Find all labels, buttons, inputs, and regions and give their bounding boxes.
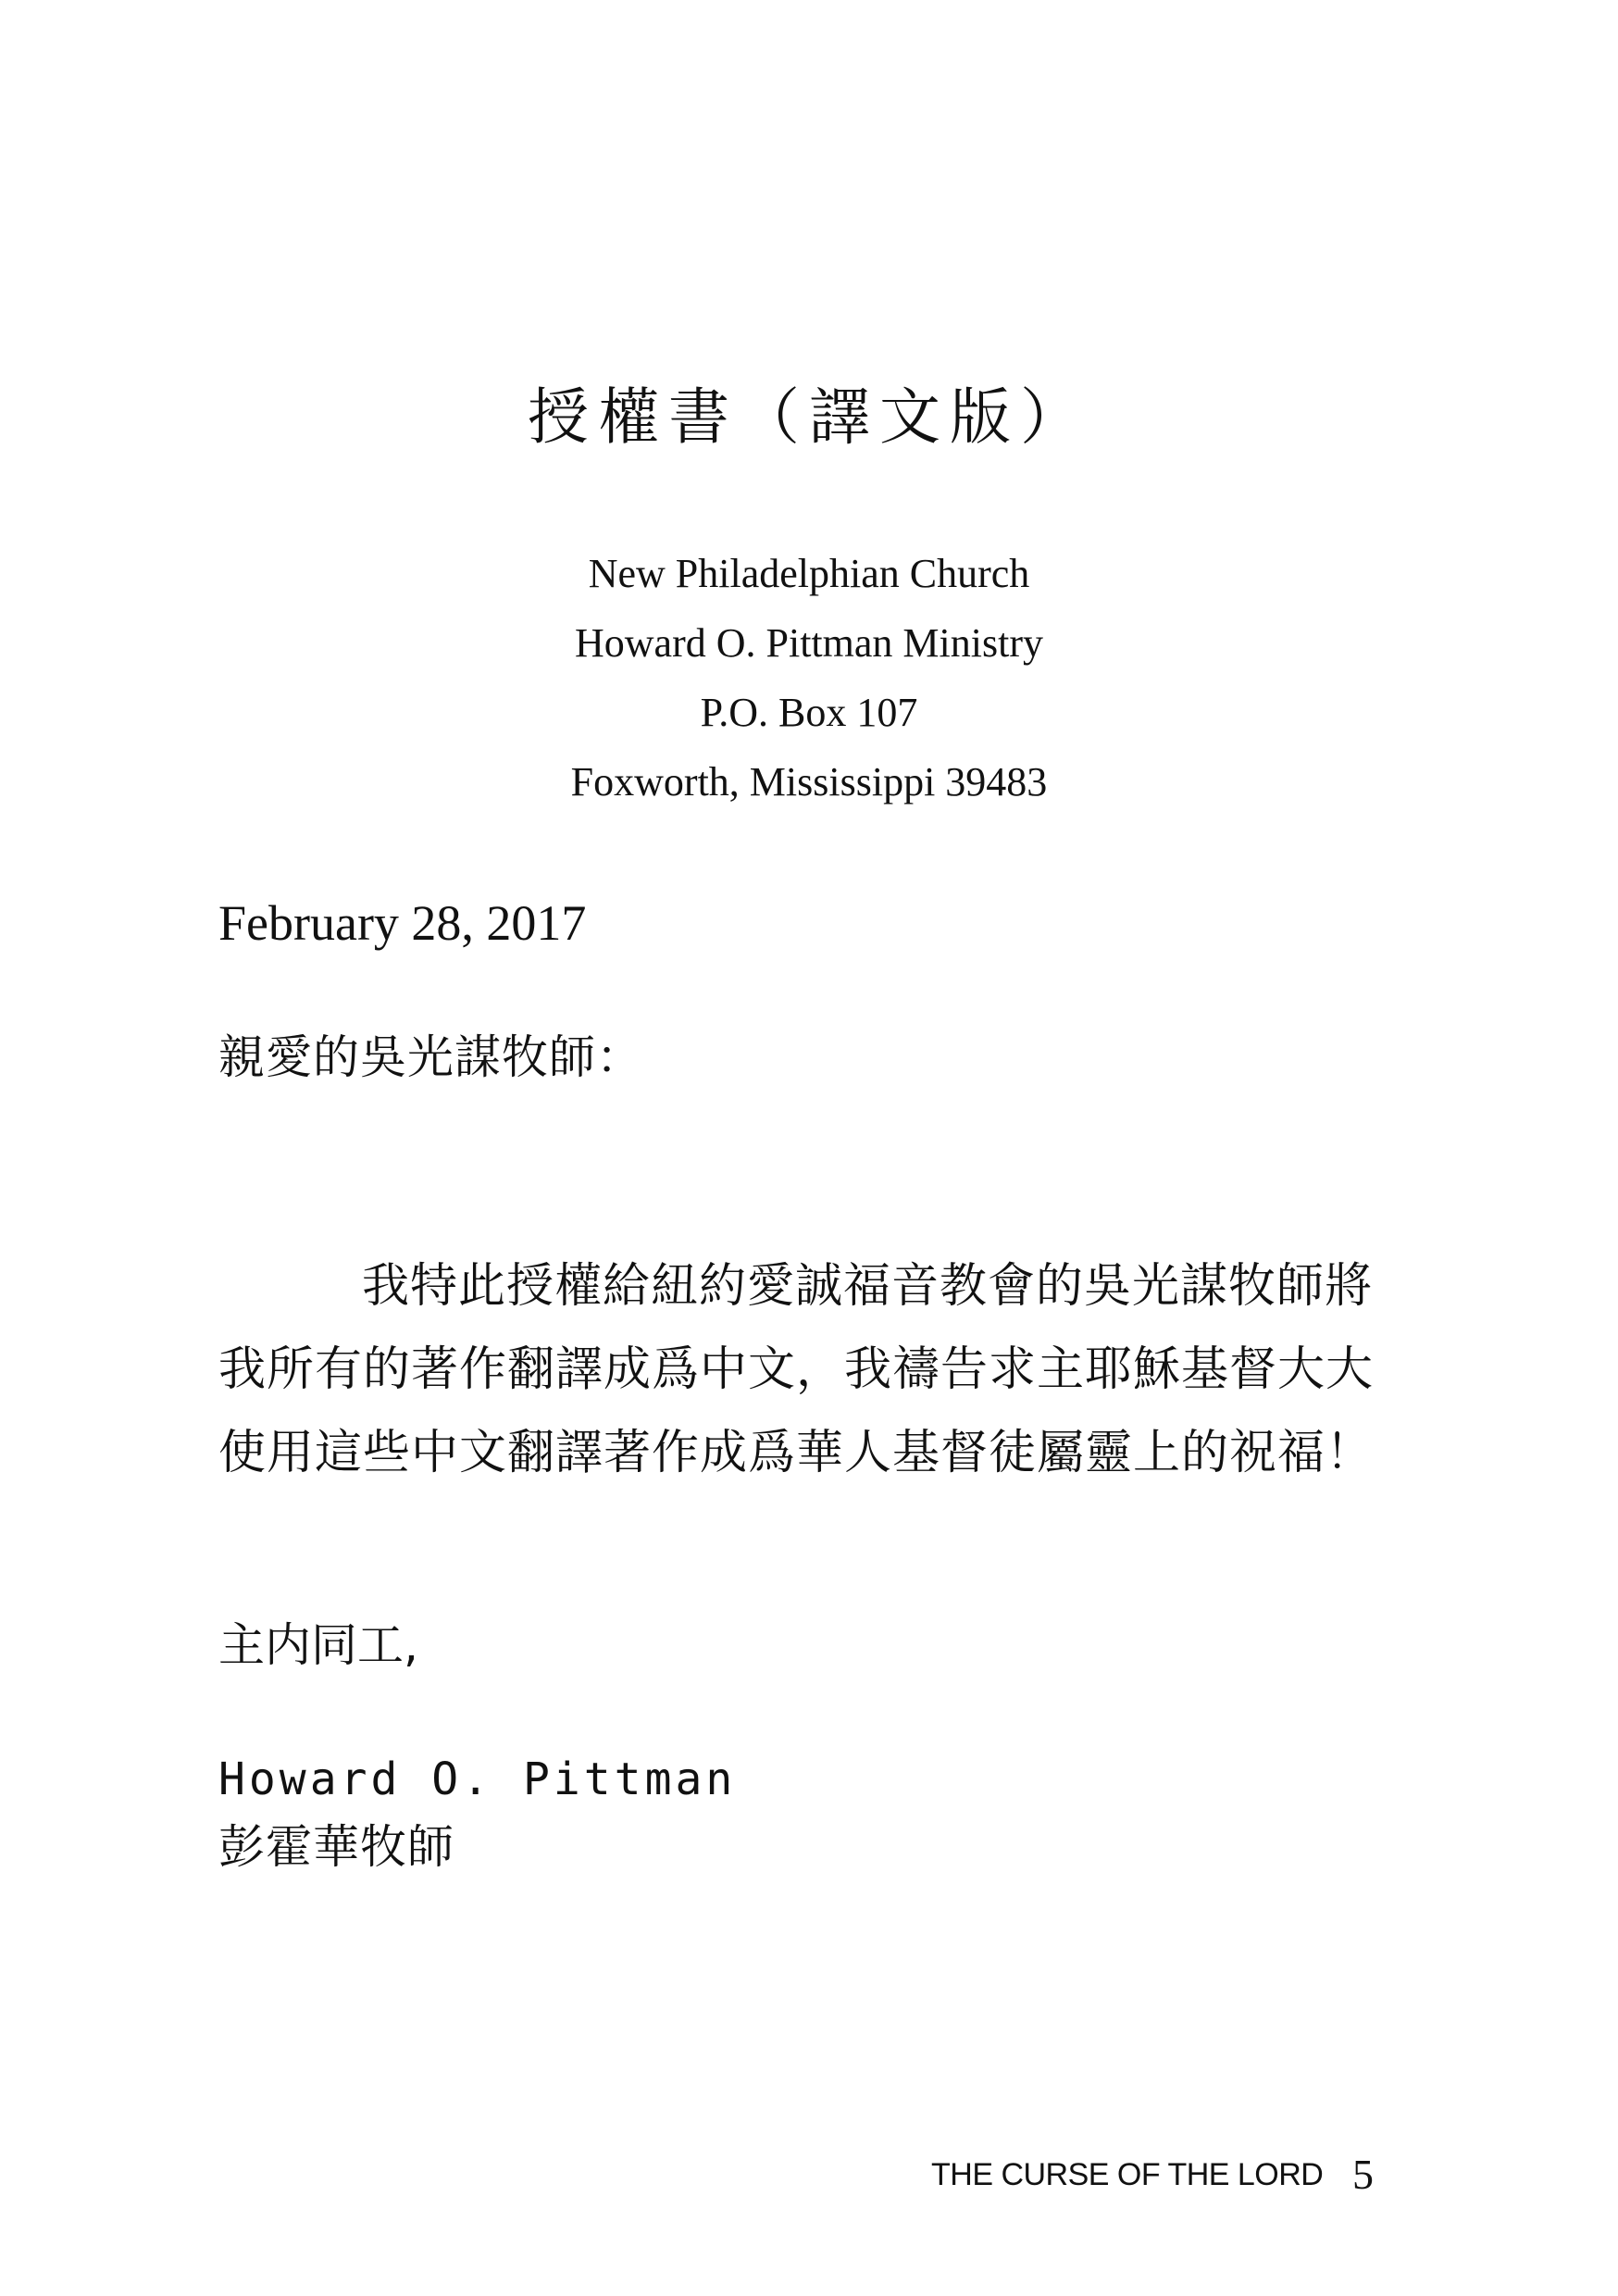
body-line: 我所有的著作翻譯成爲中文，我禱告求主耶穌基督大大: [218, 1342, 1375, 1397]
document-title: 授權書（譯文版）: [528, 381, 1090, 453]
body-line: 我特此授權給紐約愛誠福音教會的吳光謀牧師將: [362, 1259, 1374, 1314]
closing: 主内同工,: [218, 1618, 418, 1672]
salutation: 親愛的吳光謀牧師：: [218, 1030, 643, 1084]
page-number: 5: [1352, 2151, 1374, 2198]
letter-date: February 28, 2017: [218, 895, 587, 951]
address-line-city: Foxworth, Mississippi 39483: [570, 759, 1048, 805]
body-line: 使用這些中文翻譯著作成爲華人基督徒屬靈上的祝福！: [218, 1426, 1375, 1480]
letter-body: [218, 1245, 1431, 1495]
sender-address: [0, 551, 1618, 831]
address-line-po-box: P.O. Box 107: [700, 690, 918, 735]
address-line-church: New Philadelphian Church: [588, 551, 1030, 596]
running-footer-title: THE CURSE OF THE LORD: [931, 2157, 1324, 2192]
signature-english: Howard O. Pittman: [218, 1753, 737, 1805]
address-line-ministry: Howard O. Pittman Ministry: [575, 620, 1043, 666]
signature-chinese: 彭霍華牧師: [218, 1820, 454, 1874]
